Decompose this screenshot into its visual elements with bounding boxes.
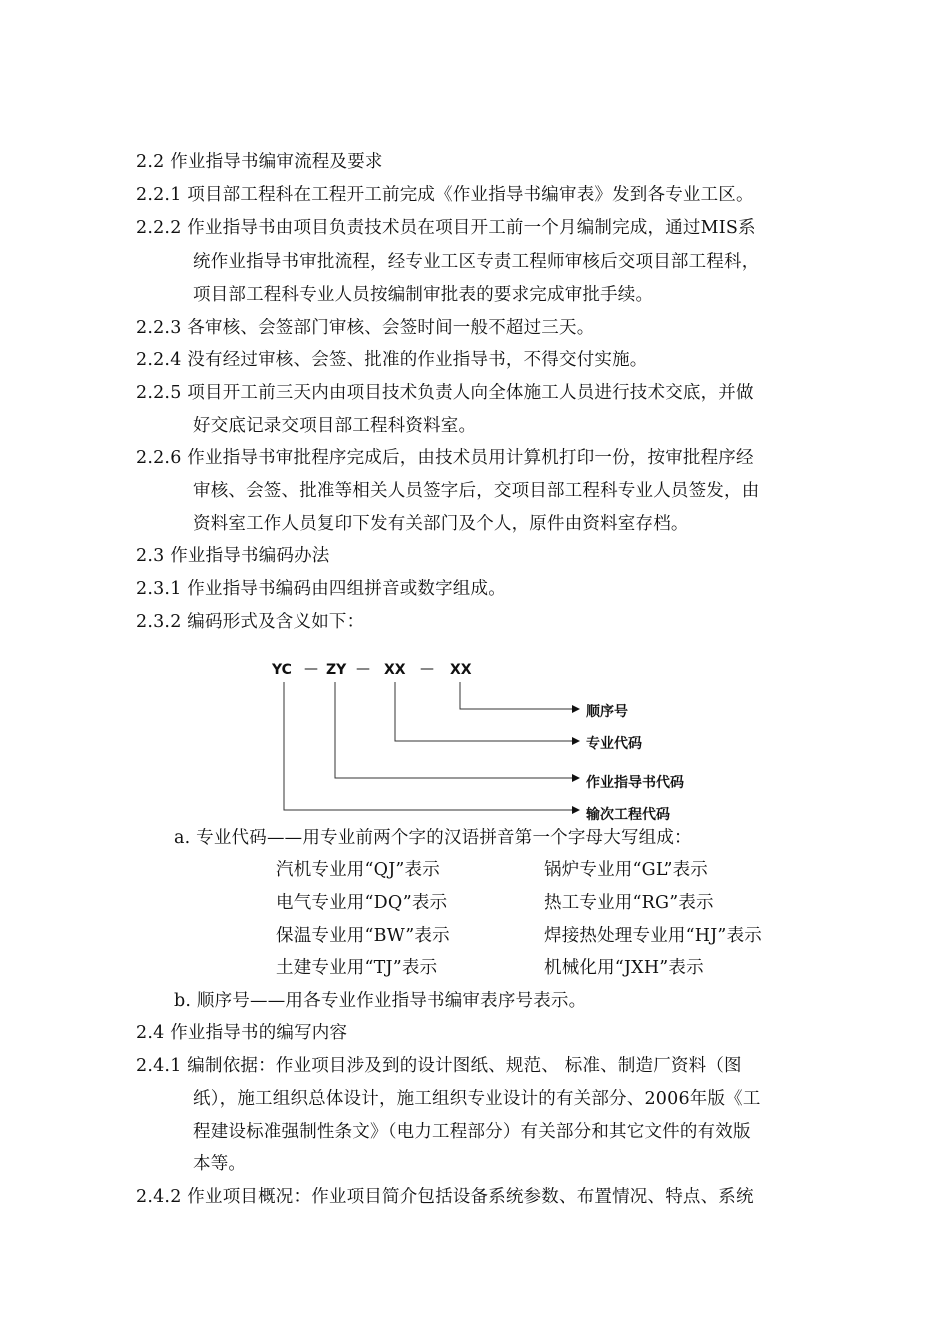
code-xx-2: XX (450, 662, 472, 678)
code-yc: YC (272, 662, 292, 678)
code-row-2-right: 热工专业用“RG”表示 (544, 893, 714, 913)
code-xx-1: XX (384, 662, 406, 678)
item-2-2-2-line1: 2.2.2 作业指导书由项目负责技术员在项目开工前一个月编制完成，通过MIS系 (136, 218, 756, 238)
item-2-2-3: 2.2.3 各审核、会签部门审核、会签时间一般不超过三天。 (136, 318, 595, 338)
code-diagram (262, 652, 722, 832)
section-2-3-title: 2.3 作业指导书编码办法 (136, 546, 330, 566)
code-row-4-left: 土建专业用“TJ”表示 (276, 958, 438, 978)
code-row-3-right: 焊接热处理专业用“HJ”表示 (544, 926, 762, 946)
item-2-4-1-line2: 纸），施工组织总体设计，施工组织专业设计的有关部分、2006年版《工 (193, 1089, 761, 1109)
code-row-1-left: 汽机专业用“QJ”表示 (276, 860, 440, 880)
item-2-3-2: 2.3.2 编码形式及含义如下： (136, 612, 365, 632)
code-dash-2: — (356, 661, 370, 677)
label-discipline-code: 专业代码 (586, 736, 642, 752)
item-2-2-2-line3: 项目部工程科专业人员按编制审批表的要求完成审批手续。 (193, 285, 654, 305)
section-2-4-title: 2.4 作业指导书的编写内容 (136, 1023, 348, 1043)
code-zy: ZY (326, 662, 347, 678)
item-2-2-6-line2: 审核、会签、批准等相关人员签字后，交项目部工程科专业人员签发，由 (193, 481, 760, 501)
item-2-4-2-line1: 2.4.2 作业项目概况：作业项目简介包括设备系统参数、布置情况、特点、系统 (136, 1187, 754, 1207)
item-2-2-2-line2: 统作业指导书审批流程，经专业工区专责工程师审核后交项目部工程科， (193, 252, 760, 272)
code-row-1-right: 锅炉专业用“GL”表示 (544, 860, 708, 880)
code-dash-3: — (420, 661, 434, 677)
item-2-2-1: 2.2.1 项目部工程科在工程开工前完成《作业指导书编审表》发到各专业工区。 (136, 185, 754, 205)
item-2-3-1: 2.3.1 作业指导书编码由四组拼音或数字组成。 (136, 579, 506, 599)
label-instruction-code: 作业指导书代码 (586, 775, 684, 791)
note-b: b. 顺序号——用各专业作业指导书编审表序号表示。 (174, 991, 587, 1011)
item-2-4-1-line3: 程建设标准强制性条文》（电力工程部分）有关部分和其它文件的有效版 (193, 1122, 751, 1142)
code-row-2-left: 电气专业用“DQ”表示 (276, 893, 448, 913)
item-2-2-5-line2: 好交底记录交项目部工程科资料室。 (193, 416, 477, 436)
item-2-2-4: 2.2.4 没有经过审核、会签、批准的作业指导书，不得交付实施。 (136, 350, 648, 370)
item-2-4-1-line4: 本等。 (193, 1154, 247, 1174)
item-2-2-6-line3: 资料室工作人员复印下发有关部门及个人，原件由资料室存档。 (193, 514, 689, 534)
item-2-4-1-line1: 2.4.1 编制依据：作业项目涉及到的设计图纸、规范、 标准、制造厂资料（图 (136, 1056, 742, 1076)
item-2-2-6-line1: 2.2.6 作业指导书审批程序完成后，由技术员用计算机打印一份，按审批程序经 (136, 448, 754, 468)
label-project-code: 输次工程代码 (586, 807, 670, 823)
code-row-4-right: 机械化用“JXH”表示 (544, 958, 704, 978)
label-sequence-number: 顺序号 (586, 704, 628, 720)
item-2-2-5-line1: 2.2.5 项目开工前三天内由项目技术负责人向全体施工人员进行技术交底，并做 (136, 383, 754, 403)
code-dash-1: — (304, 661, 318, 677)
note-a: a. 专业代码——用专业前两个字的汉语拼音第一个字母大写组成： (174, 828, 692, 848)
section-2-2-title: 2.2 作业指导书编审流程及要求 (136, 152, 383, 172)
code-row-3-left: 保温专业用“BW”表示 (276, 926, 450, 946)
